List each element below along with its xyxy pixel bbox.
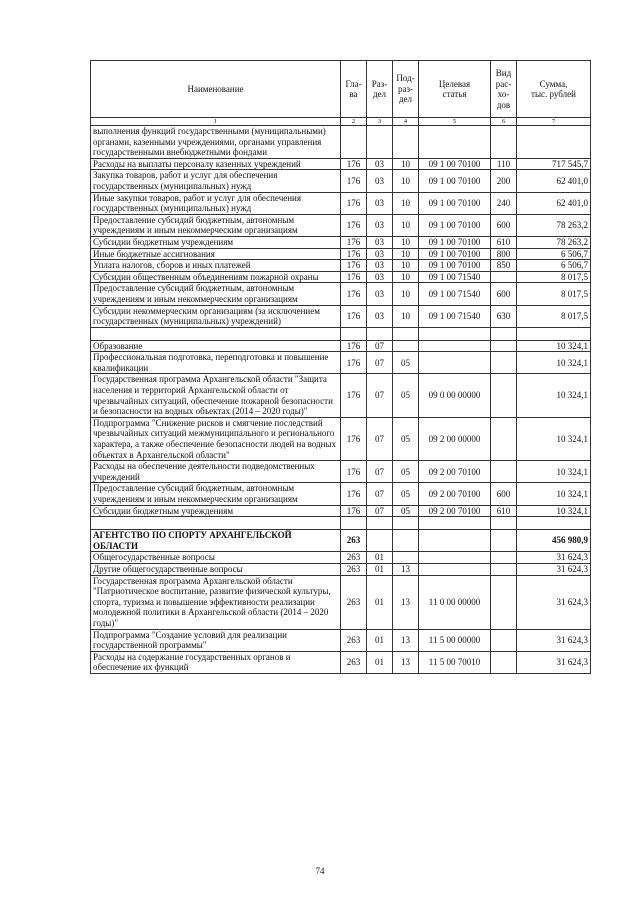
cell-chapter: 176 xyxy=(341,170,367,192)
table-row xyxy=(91,552,591,564)
cell-name: Предоставление субсидий бюджетным, автономным учреждениям и иным некоммерческим организациям xyxy=(91,483,341,505)
cell-target: 11 0 00 00000 xyxy=(419,575,491,629)
cell-section xyxy=(367,126,393,159)
cell-target: 11 5 00 70010 xyxy=(419,651,491,673)
cell-sum: 31 624,3 xyxy=(517,651,591,673)
cell-chapter: 176 xyxy=(341,461,367,483)
cell-target xyxy=(419,327,491,340)
table-row xyxy=(91,248,591,260)
cell-name: Субсидии бюджетным учреждениям xyxy=(91,505,341,517)
cell-section: 01 xyxy=(367,563,393,575)
cell-target: 09 2 00 70100 xyxy=(419,505,491,517)
cell-sum: 8 017,5 xyxy=(517,283,591,305)
table-row xyxy=(91,170,591,192)
cell-name: АГЕНТСТВО ПО СПОРТУ АРХАНГЕЛЬСКОЙ ОБЛАСТИ xyxy=(91,530,341,552)
table-row xyxy=(91,530,591,552)
cell-subsection: 10 xyxy=(393,271,419,283)
cell-name: Другие общегосударственные вопросы xyxy=(91,563,341,575)
cell-target: 09 1 00 71540 xyxy=(419,283,491,305)
table-row xyxy=(91,340,591,352)
cell-target: 11 5 00 00000 xyxy=(419,629,491,651)
cell-name: Профессиональная подготовка, переподготовка и повышение квалификации xyxy=(91,352,341,374)
cell-sum: 10 324,1 xyxy=(517,483,591,505)
cell-target: 09 1 00 71540 xyxy=(419,271,491,283)
cell-subsection: 13 xyxy=(393,563,419,575)
cell-chapter xyxy=(341,327,367,340)
column-number-row xyxy=(91,118,591,126)
cell-expense-type: 600 xyxy=(491,214,517,236)
header-name: Наименование xyxy=(91,61,341,118)
cell-section: 07 xyxy=(367,340,393,352)
cell-section: 03 xyxy=(367,283,393,305)
cell-expense-type xyxy=(491,461,517,483)
column-number: 2 xyxy=(341,118,367,126)
table-row xyxy=(91,192,591,214)
cell-chapter: 176 xyxy=(341,417,367,460)
cell-subsection xyxy=(393,552,419,564)
cell-sum: 78 263,2 xyxy=(517,214,591,236)
table-row xyxy=(91,483,591,505)
cell-sum: 31 624,3 xyxy=(517,629,591,651)
cell-name: Закупка товаров, работ и услуг для обеспечения государственных (муниципальных) нужд xyxy=(91,170,341,192)
cell-subsection xyxy=(393,126,419,159)
cell-name: выполнения функций государственными (муниципальными) органами, казенными учреждениями, органами управления государственными внебюджетными фондами xyxy=(91,126,341,159)
cell-sum: 8 017,5 xyxy=(517,305,591,327)
table-row xyxy=(91,260,591,272)
cell-target xyxy=(419,563,491,575)
cell-target xyxy=(419,352,491,374)
table-row xyxy=(91,236,591,248)
table-row xyxy=(91,461,591,483)
cell-name: Подпрограмма "Снижение рисков и смягчение последствий чрезвычайных ситуаций межмуниципального и регионального характера, а также обеспечение безопасности людей на водных объектах в Архангельской области" xyxy=(91,417,341,460)
cell-chapter: 176 xyxy=(341,483,367,505)
cell-chapter: 176 xyxy=(341,352,367,374)
table-row xyxy=(91,158,591,170)
cell-name: Государственная программа Архангельской области "Патриотическое воспитание, развитие физической культуры, спорта, туризма и повышение эффективности реализации молодежной политики в Архангельской области (2014 – 2020 годы)" xyxy=(91,575,341,629)
cell-expense-type xyxy=(491,126,517,159)
cell-target: 09 1 00 71540 xyxy=(419,305,491,327)
table-row xyxy=(91,417,591,460)
cell-section: 01 xyxy=(367,552,393,564)
table-row xyxy=(91,352,591,374)
cell-subsection xyxy=(393,517,419,530)
header-target: Целевая статья xyxy=(419,61,491,118)
cell-sum: 62 401,0 xyxy=(517,192,591,214)
cell-section: 07 xyxy=(367,483,393,505)
cell-sum xyxy=(517,327,591,340)
cell-section: 03 xyxy=(367,236,393,248)
table-row xyxy=(91,214,591,236)
cell-chapter xyxy=(341,517,367,530)
table-row xyxy=(91,374,591,417)
header-sum: Сумма, тыс. рублей xyxy=(517,61,591,118)
cell-name: Предоставление субсидий бюджетным, автономным учреждениям и иным некоммерческим организациям xyxy=(91,283,341,305)
cell-section: 03 xyxy=(367,260,393,272)
cell-target: 09 1 00 70100 xyxy=(419,158,491,170)
cell-section: 03 xyxy=(367,170,393,192)
cell-target xyxy=(419,517,491,530)
table-row xyxy=(91,283,591,305)
cell-section: 03 xyxy=(367,248,393,260)
cell-expense-type: 610 xyxy=(491,236,517,248)
cell-expense-type xyxy=(491,417,517,460)
empty-row xyxy=(91,327,591,340)
cell-chapter: 176 xyxy=(341,305,367,327)
column-number: 4 xyxy=(393,118,419,126)
cell-expense-type: 600 xyxy=(491,283,517,305)
cell-target xyxy=(419,530,491,552)
column-number: 6 xyxy=(491,118,517,126)
cell-expense-type xyxy=(491,563,517,575)
cell-sum xyxy=(517,126,591,159)
cell-chapter: 176 xyxy=(341,192,367,214)
cell-subsection: 05 xyxy=(393,417,419,460)
cell-name: Субсидии общественным объединениям пожарной охраны xyxy=(91,271,341,283)
cell-chapter: 263 xyxy=(341,563,367,575)
cell-expense-type xyxy=(491,340,517,352)
cell-expense-type: 850 xyxy=(491,260,517,272)
cell-section: 07 xyxy=(367,505,393,517)
cell-sum: 31 624,3 xyxy=(517,575,591,629)
budget-table xyxy=(90,60,591,674)
cell-name: Субсидии некоммерческим организациям (за исключением государственных (муниципальных) учреждений) xyxy=(91,305,341,327)
cell-sum: 10 324,1 xyxy=(517,461,591,483)
cell-sum: 10 324,1 xyxy=(517,417,591,460)
cell-expense-type xyxy=(491,629,517,651)
cell-name: Субсидии бюджетным учреждениям xyxy=(91,236,341,248)
cell-name: Расходы на содержание государственных органов и обеспечение их функций xyxy=(91,651,341,673)
cell-name: Расходы на выплаты персоналу казенных учреждений xyxy=(91,158,341,170)
cell-sum: 8 017,5 xyxy=(517,271,591,283)
cell-section: 07 xyxy=(367,352,393,374)
cell-chapter: 176 xyxy=(341,248,367,260)
cell-section xyxy=(367,530,393,552)
cell-expense-type: 200 xyxy=(491,170,517,192)
cell-target xyxy=(419,340,491,352)
cell-section: 03 xyxy=(367,192,393,214)
table-body xyxy=(91,126,591,674)
cell-chapter: 263 xyxy=(341,651,367,673)
table-row xyxy=(91,505,591,517)
cell-target: 09 2 00 70100 xyxy=(419,483,491,505)
cell-sum: 456 980,9 xyxy=(517,530,591,552)
cell-subsection: 10 xyxy=(393,260,419,272)
cell-target: 09 1 00 70100 xyxy=(419,248,491,260)
cell-expense-type xyxy=(491,327,517,340)
cell-chapter xyxy=(341,126,367,159)
table-row xyxy=(91,651,591,673)
cell-subsection xyxy=(393,327,419,340)
cell-target: 09 1 00 70100 xyxy=(419,214,491,236)
cell-expense-type: 110 xyxy=(491,158,517,170)
cell-chapter: 176 xyxy=(341,214,367,236)
cell-section xyxy=(367,517,393,530)
cell-name: Иные закупки товаров, работ и услуг для обеспечения государственных (муниципальных) нужд xyxy=(91,192,341,214)
cell-section xyxy=(367,327,393,340)
cell-section: 07 xyxy=(367,461,393,483)
column-number: 7 xyxy=(517,118,591,126)
cell-name: Расходы на обеспечение деятельности подведомственных учреждений xyxy=(91,461,341,483)
cell-expense-type: 240 xyxy=(491,192,517,214)
cell-name: Образование xyxy=(91,340,341,352)
cell-subsection: 13 xyxy=(393,651,419,673)
table-row xyxy=(91,126,591,159)
cell-expense-type xyxy=(491,271,517,283)
cell-section: 03 xyxy=(367,214,393,236)
cell-chapter: 176 xyxy=(341,271,367,283)
cell-sum xyxy=(517,517,591,530)
cell-target: 09 2 00 00000 xyxy=(419,417,491,460)
cell-subsection: 05 xyxy=(393,483,419,505)
header-expense-type: Вид рас- хо- дов xyxy=(491,61,517,118)
cell-chapter: 176 xyxy=(341,236,367,248)
cell-subsection: 05 xyxy=(393,461,419,483)
cell-section: 01 xyxy=(367,651,393,673)
cell-name: Уплата налогов, сборов и иных платежей xyxy=(91,260,341,272)
cell-target xyxy=(419,552,491,564)
cell-target: 09 1 00 70100 xyxy=(419,236,491,248)
page-number: 74 xyxy=(315,866,325,876)
table-row xyxy=(91,305,591,327)
cell-expense-type xyxy=(491,651,517,673)
cell-target: 09 2 00 70100 xyxy=(419,461,491,483)
cell-subsection: 10 xyxy=(393,305,419,327)
cell-subsection: 10 xyxy=(393,192,419,214)
cell-expense-type xyxy=(491,530,517,552)
cell-section: 07 xyxy=(367,374,393,417)
cell-subsection: 05 xyxy=(393,374,419,417)
column-number: 5 xyxy=(419,118,491,126)
header-subsection: Под- раз- дел xyxy=(393,61,419,118)
header-chapter: Гла- ва xyxy=(341,61,367,118)
cell-chapter: 263 xyxy=(341,530,367,552)
cell-section: 03 xyxy=(367,158,393,170)
cell-subsection xyxy=(393,530,419,552)
cell-subsection: 10 xyxy=(393,248,419,260)
cell-name xyxy=(91,517,341,530)
cell-subsection: 10 xyxy=(393,214,419,236)
cell-chapter: 263 xyxy=(341,552,367,564)
cell-expense-type xyxy=(491,575,517,629)
cell-chapter: 176 xyxy=(341,374,367,417)
cell-section: 03 xyxy=(367,305,393,327)
cell-section: 01 xyxy=(367,575,393,629)
table-row xyxy=(91,271,591,283)
cell-chapter: 263 xyxy=(341,575,367,629)
cell-sum: 717 545,7 xyxy=(517,158,591,170)
cell-target: 09 0 00 00000 xyxy=(419,374,491,417)
cell-sum: 10 324,1 xyxy=(517,505,591,517)
cell-sum: 6 506,7 xyxy=(517,260,591,272)
cell-chapter: 176 xyxy=(341,260,367,272)
cell-expense-type xyxy=(491,552,517,564)
cell-target: 09 1 00 70100 xyxy=(419,260,491,272)
cell-target: 09 1 00 70100 xyxy=(419,192,491,214)
cell-sum: 6 506,7 xyxy=(517,248,591,260)
cell-subsection: 10 xyxy=(393,283,419,305)
cell-name: Общегосударственные вопросы xyxy=(91,552,341,564)
cell-section: 03 xyxy=(367,271,393,283)
cell-name: Государственная программа Архангельской области "Защита населения и территорий Архангельской области от чрезвычайных ситуаций, обеспечение пожарной безопасности и безопасности на водных объектах (2014 – 2020 годы)" xyxy=(91,374,341,417)
cell-target xyxy=(419,126,491,159)
cell-subsection: 10 xyxy=(393,236,419,248)
cell-expense-type xyxy=(491,374,517,417)
column-number: 3 xyxy=(367,118,393,126)
cell-chapter: 176 xyxy=(341,505,367,517)
cell-subsection: 13 xyxy=(393,575,419,629)
cell-expense-type: 610 xyxy=(491,505,517,517)
cell-expense-type xyxy=(491,517,517,530)
header-row xyxy=(91,61,591,118)
cell-sum: 62 401,0 xyxy=(517,170,591,192)
cell-section: 01 xyxy=(367,629,393,651)
cell-subsection xyxy=(393,340,419,352)
cell-subsection: 05 xyxy=(393,505,419,517)
cell-chapter: 176 xyxy=(341,340,367,352)
cell-sum: 78 263,2 xyxy=(517,236,591,248)
cell-name: Подпрограмма "Создание условий для реализации государственной программы" xyxy=(91,629,341,651)
cell-sum: 10 324,1 xyxy=(517,352,591,374)
cell-expense-type xyxy=(491,352,517,374)
cell-name: Иные бюджетные ассигнования xyxy=(91,248,341,260)
cell-expense-type: 600 xyxy=(491,483,517,505)
cell-chapter: 176 xyxy=(341,158,367,170)
cell-name xyxy=(91,327,341,340)
cell-expense-type: 800 xyxy=(491,248,517,260)
cell-subsection: 05 xyxy=(393,352,419,374)
cell-chapter: 263 xyxy=(341,629,367,651)
empty-row xyxy=(91,517,591,530)
column-number: 1 xyxy=(91,118,341,126)
cell-subsection: 10 xyxy=(393,158,419,170)
table-row xyxy=(91,629,591,651)
cell-sum: 31 624,3 xyxy=(517,552,591,564)
cell-chapter: 176 xyxy=(341,283,367,305)
table-row xyxy=(91,563,591,575)
cell-subsection: 10 xyxy=(393,170,419,192)
cell-sum: 10 324,1 xyxy=(517,374,591,417)
header-section: Раз- дел xyxy=(367,61,393,118)
cell-sum: 10 324,1 xyxy=(517,340,591,352)
cell-expense-type: 630 xyxy=(491,305,517,327)
budget-table-sheet xyxy=(90,60,590,674)
table-row xyxy=(91,575,591,629)
cell-section: 07 xyxy=(367,417,393,460)
cell-name: Предоставление субсидий бюджетным, автономным учреждениям и иным некоммерческим организациям xyxy=(91,214,341,236)
cell-subsection: 13 xyxy=(393,629,419,651)
cell-sum: 31 624,3 xyxy=(517,563,591,575)
cell-target: 09 1 00 70100 xyxy=(419,170,491,192)
